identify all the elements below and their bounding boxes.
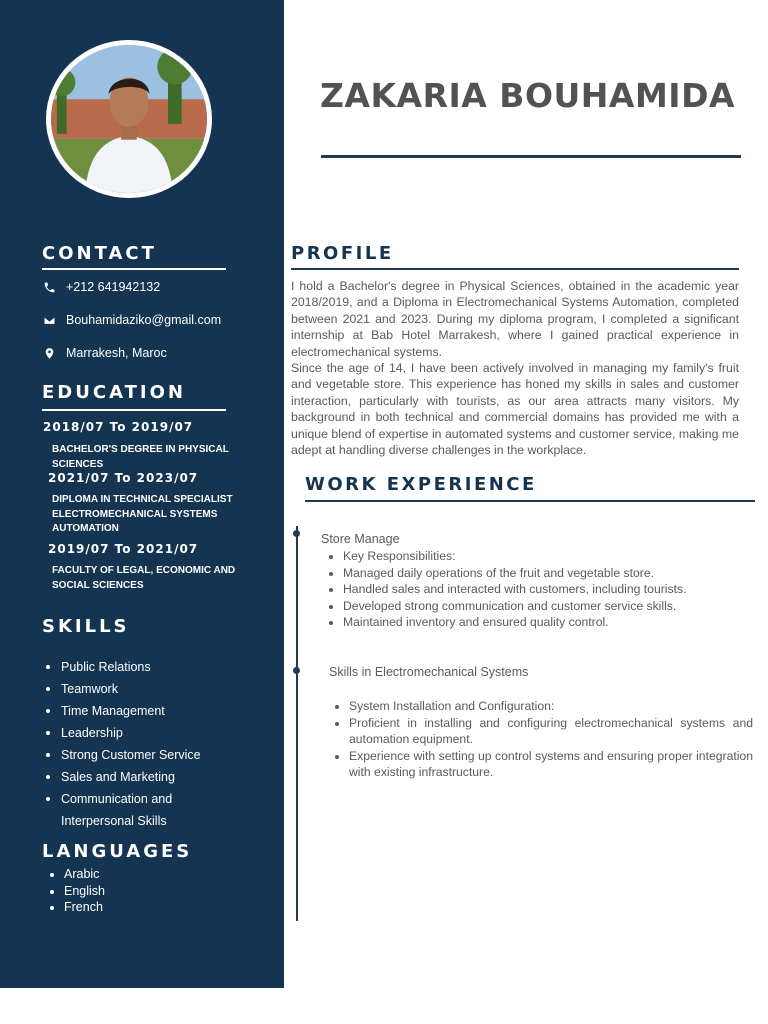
job-item: Maintained inventory and ensured quality control. <box>329 614 749 631</box>
email-address: Bouhamidaziko@gmail.com <box>66 313 222 327</box>
mail-icon <box>42 313 56 327</box>
education-degree: BACHELOR'S DEGREE IN PHYSICAL SCIENCES <box>52 444 229 470</box>
education-divider <box>42 409 226 411</box>
skill-item: Time Management <box>46 700 206 722</box>
profile-photo <box>46 40 212 198</box>
contact-divider <box>42 268 226 270</box>
languages-list <box>50 866 105 916</box>
contact-phone <box>42 280 160 294</box>
language-item: French <box>50 899 105 916</box>
location-pin-icon <box>42 346 56 360</box>
job-item: Proficient in installing and configuring electromechanical systems and automation equipment. <box>335 715 753 748</box>
job-item: Managed daily operations of the fruit and vegetable store. <box>329 565 749 582</box>
job-responsibilities <box>335 698 753 781</box>
education-date: 2021/07 To 2023/07 <box>48 471 199 485</box>
skill-item: Teamwork <box>46 678 206 700</box>
job-title: Skills in Electromechanical Systems <box>329 665 529 679</box>
profile-paragraph: I hold a Bachelor's degree in Physical Sciences, obtained in the academic year 2018/2019, and a Diploma in Electromechanical Systems Automation, completed between 2021 and 2023. During my diploma program, I completed a significant internship at Bab Hotel Marrakesh, where I gained practical experience in electromechanical systems. <box>291 279 739 359</box>
profile-heading: PROFILE <box>291 243 394 264</box>
full-name: ZAKARIA BOUHAMIDA <box>320 76 736 115</box>
timeline-dot <box>293 667 300 674</box>
job-item: Handled sales and interacted with customers, including tourists. <box>329 581 749 598</box>
education-heading: EDUCATION <box>42 382 186 403</box>
contact-location <box>42 346 167 360</box>
skill-item: Strong Customer Service <box>46 744 206 766</box>
education-degree: FACULTY OF LEGAL, ECONOMIC AND SOCIAL SCIENCES <box>52 565 236 591</box>
languages-heading: LANGUAGES <box>42 841 193 862</box>
skill-item: Sales and Marketing <box>46 766 206 788</box>
job-responsibilities <box>329 548 749 631</box>
phone-number: +212 641942132 <box>66 280 161 294</box>
skill-item: Public Relations <box>46 656 206 678</box>
job-item: Experience with setting up control systems and ensuring proper integration with existing infrastructure. <box>335 748 753 781</box>
language-item: English <box>50 883 105 900</box>
contact-email <box>42 313 221 327</box>
skill-item: Leadership <box>46 722 206 744</box>
location-text: Marrakesh, Maroc <box>66 346 167 360</box>
profile-divider <box>291 268 739 270</box>
profile-paragraph: Since the age of 14, I have been actively involved in managing my family's fruit and vegetable store. This experience has honed my skills in sales and customer interaction, particularly with tourists, as our area attracts many visitors. My background in both technical and commercial domains has provided me with a unique blend of expertise in automated systems and customer service, making me adept at handling diverse challenges in the workplace. <box>291 361 739 458</box>
sidebar <box>0 0 284 988</box>
contact-heading: CONTACT <box>42 243 157 264</box>
education-date: 2018/07 To 2019/07 <box>43 420 194 434</box>
skills-list <box>46 656 206 832</box>
job-item: Developed strong communication and customer service skills. <box>329 598 749 615</box>
education-date: 2019/07 To 2021/07 <box>48 542 199 556</box>
language-item: Arabic <box>50 866 105 883</box>
profile-summary <box>291 278 739 458</box>
timeline-dot <box>293 530 300 537</box>
education-degree: DIPLOMA IN TECHNICAL SPECIALIST ELECTROMECHANICAL SYSTEMS AUTOMATION <box>52 494 233 534</box>
phone-icon <box>42 280 56 294</box>
timeline-line <box>296 526 298 921</box>
work-experience-heading: WORK EXPERIENCE <box>305 474 537 495</box>
job-item: System Installation and Configuration: <box>335 698 753 715</box>
job-item: Key Responsibilities: <box>329 548 749 565</box>
name-divider <box>321 155 741 158</box>
work-experience-divider <box>305 500 755 502</box>
skills-heading: SKILLS <box>42 616 130 637</box>
job-title: Store Manage <box>321 532 400 546</box>
skill-item: Communication and Interpersonal Skills <box>46 788 206 832</box>
